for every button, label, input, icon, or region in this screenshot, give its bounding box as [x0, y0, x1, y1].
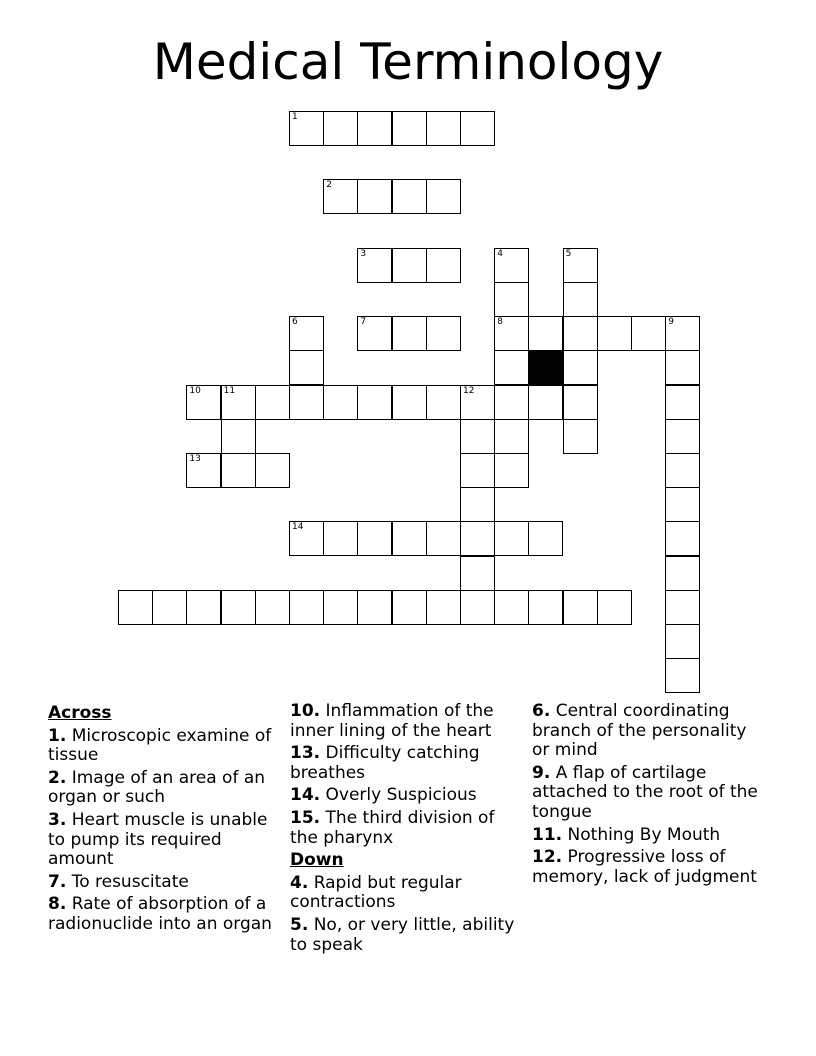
grid-cell[interactable]: [494, 453, 529, 488]
clue-down-11: [532, 826, 762, 846]
grid-cell[interactable]: [357, 385, 392, 420]
grid-cell[interactable]: [289, 521, 324, 556]
grid-cell[interactable]: [221, 590, 256, 625]
clue-number-label: 1: [292, 112, 298, 122]
across-heading: Across: [48, 703, 112, 723]
grid-cell[interactable]: [597, 590, 632, 625]
clue-down-6: [532, 702, 762, 761]
grid-cell[interactable]: [426, 521, 461, 556]
grid-cell[interactable]: [392, 385, 427, 420]
clue-number-label: 11: [223, 385, 236, 396]
clue-number-label: 5: [565, 248, 572, 259]
grid-cell[interactable]: [357, 521, 392, 556]
clue-number: 3.: [48, 809, 67, 830]
clue-number-label: 9: [668, 317, 674, 328]
grid-cell[interactable]: [665, 521, 700, 556]
grid-cell[interactable]: [289, 316, 324, 351]
grid-cell[interactable]: [563, 282, 598, 317]
grid-cell[interactable]: [665, 590, 700, 625]
clue-text: Nothing By Mouth: [567, 824, 721, 845]
grid-cell[interactable]: [289, 111, 324, 146]
grid-cell[interactable]: [289, 350, 324, 385]
clue-across-8: [48, 895, 278, 934]
grid-cell[interactable]: [426, 316, 461, 351]
grid-cell[interactable]: [494, 282, 529, 317]
grid-cell[interactable]: [460, 590, 495, 625]
grid-cell[interactable]: [494, 316, 529, 351]
clue-column-3: [532, 702, 762, 890]
clue-number: 11.: [532, 824, 563, 845]
grid-cell[interactable]: [665, 350, 700, 385]
clue-number-label: 6: [292, 317, 298, 328]
down-heading: Down: [290, 850, 344, 871]
grid-cell[interactable]: [221, 419, 256, 454]
clue-number-label: 4: [497, 248, 503, 259]
grid-cell[interactable]: [494, 385, 529, 420]
clue-text: A flap of cartilage attached to the root of the tongue: [532, 762, 758, 822]
clue-number: 1.: [48, 725, 67, 746]
grid-cell[interactable]: [563, 316, 598, 351]
grid-cell[interactable]: [357, 179, 392, 214]
clue-number-label: 3: [360, 248, 367, 259]
grid-cell[interactable]: [665, 556, 700, 591]
clue-text: Rapid but regular contractions: [290, 872, 462, 913]
grid-cell[interactable]: [460, 487, 495, 522]
clue-number-label: 7: [360, 317, 367, 328]
clue-number: 8.: [48, 894, 67, 915]
clue-across-1: [48, 727, 278, 766]
grid-cell[interactable]: [323, 590, 358, 625]
clue-number: 4.: [290, 872, 309, 893]
grid-cell[interactable]: [563, 590, 598, 625]
grid-cell[interactable]: [118, 590, 153, 625]
grid-cell[interactable]: [460, 453, 495, 488]
grid-cell[interactable]: [392, 316, 427, 351]
clue-text: Difficulty catching breathes: [290, 743, 480, 783]
clue-text: Overly Suspicious: [325, 785, 477, 806]
clue-text: Progressive loss of memory, lack of judgment: [532, 847, 757, 887]
grid-cell[interactable]: [631, 316, 666, 351]
grid-cell[interactable]: [494, 590, 529, 625]
grid-cell[interactable]: [323, 111, 358, 146]
grid-cell[interactable]: [460, 419, 495, 454]
clue-down-9: [532, 764, 762, 823]
grid-cell[interactable]: [665, 624, 700, 659]
grid-cell[interactable]: [665, 658, 700, 693]
clue-number: 5.: [290, 914, 309, 935]
clue-number: 6.: [532, 701, 551, 721]
clue-across-7: [48, 873, 278, 893]
grid-cell[interactable]: [665, 316, 700, 351]
clue-down-5: [290, 916, 520, 955]
grid-cell[interactable]: [528, 521, 563, 556]
grid-cell[interactable]: [186, 590, 221, 625]
clue-number: 9.: [532, 762, 551, 783]
grid-cell[interactable]: [392, 521, 427, 556]
clue-across-13: [290, 744, 520, 783]
grid-cell[interactable]: [152, 590, 187, 625]
grid-cell[interactable]: [494, 419, 529, 454]
clue-across-3: [48, 811, 278, 870]
grid-cell[interactable]: [255, 590, 290, 625]
clue-number: 12.: [532, 847, 563, 868]
clue-text: Rate of absorption of a radionuclide into an organ: [48, 894, 272, 934]
clue-text: Image of an area of an organ or such: [48, 767, 266, 808]
black-square: [528, 350, 563, 385]
grid-cell[interactable]: [289, 385, 324, 420]
grid-cell[interactable]: [323, 521, 358, 556]
clue-number: 13.: [290, 743, 321, 764]
grid-cell[interactable]: [255, 385, 290, 420]
clue-number: 14.: [290, 785, 321, 806]
clue-number-label: 2: [326, 180, 332, 191]
grid-cell[interactable]: [392, 111, 427, 146]
grid-cell[interactable]: [357, 590, 392, 625]
clue-down-12: [532, 848, 762, 887]
grid-cell[interactable]: [426, 385, 461, 420]
clue-number-label: 8: [497, 317, 503, 328]
grid-cell[interactable]: [323, 179, 358, 214]
clue-number: 10.: [290, 701, 321, 721]
grid-cell[interactable]: [426, 590, 461, 625]
grid-cell[interactable]: [392, 590, 427, 625]
grid-cell[interactable]: [323, 385, 358, 420]
grid-cell[interactable]: [528, 316, 563, 351]
clue-text: The third division of the pharynx: [290, 807, 495, 848]
clue-across-15: [290, 809, 520, 848]
clue-number: 7.: [48, 871, 67, 892]
grid-cell[interactable]: [392, 179, 427, 214]
grid-cell[interactable]: [357, 316, 392, 351]
clue-number: 15.: [290, 807, 321, 828]
clue-number-label: 14: [292, 522, 304, 533]
clue-across-14: [290, 786, 520, 806]
clue-across-2: [48, 769, 278, 808]
grid-cell[interactable]: [221, 385, 256, 420]
grid-cell[interactable]: [460, 385, 495, 420]
grid-cell[interactable]: [528, 590, 563, 625]
clue-down-4: [290, 874, 520, 913]
puzzle-title: Medical Terminology: [152, 33, 664, 91]
clue-text: Inflammation of the inner lining of the heart: [290, 701, 494, 741]
grid-cell[interactable]: [186, 385, 221, 420]
clue-number-label: 13: [189, 454, 201, 464]
clue-number-label: 12: [463, 385, 475, 396]
grid-cell[interactable]: [221, 453, 256, 488]
clue-column-1: [48, 702, 278, 938]
clue-text: Heart muscle is unable to pump its required amount: [48, 809, 268, 870]
grid-cell[interactable]: [563, 350, 598, 385]
grid-cell[interactable]: [357, 111, 392, 146]
grid-cell[interactable]: [665, 487, 700, 522]
grid-cell[interactable]: [494, 350, 529, 385]
clue-number-label: 10: [189, 385, 201, 396]
clue-text: To resuscitate: [71, 871, 189, 892]
grid-cell[interactable]: [186, 453, 221, 488]
grid-cell[interactable]: [665, 419, 700, 454]
grid-cell[interactable]: [426, 179, 461, 214]
grid-cell[interactable]: [528, 385, 563, 420]
clue-number: 2.: [48, 767, 67, 788]
grid-cell[interactable]: [665, 385, 700, 420]
clue-across-10: [290, 702, 520, 741]
clue-text: No, or very little, ability to speak: [290, 914, 515, 955]
grid-cell[interactable]: [563, 419, 598, 454]
clue-column-2: [290, 702, 520, 958]
grid-cell[interactable]: [255, 453, 290, 488]
grid-cell[interactable]: [494, 248, 529, 283]
clue-text: Microscopic examine of tissue: [48, 725, 272, 766]
grid-cell[interactable]: [563, 248, 598, 283]
grid-cell[interactable]: [460, 521, 495, 556]
grid-cell[interactable]: [357, 248, 392, 283]
grid-cell[interactable]: [289, 590, 324, 625]
grid-cell[interactable]: [460, 111, 495, 146]
clue-text: Central coordinating branch of the personality or mind: [532, 701, 747, 761]
grid-cell[interactable]: [460, 556, 495, 591]
grid-cell[interactable]: [494, 521, 529, 556]
grid-cell[interactable]: [563, 385, 598, 420]
grid-cell[interactable]: [426, 111, 461, 146]
grid-cell[interactable]: [597, 316, 632, 351]
grid-cell[interactable]: [426, 248, 461, 283]
grid-cell[interactable]: [665, 453, 700, 488]
grid-cell[interactable]: [392, 248, 427, 283]
